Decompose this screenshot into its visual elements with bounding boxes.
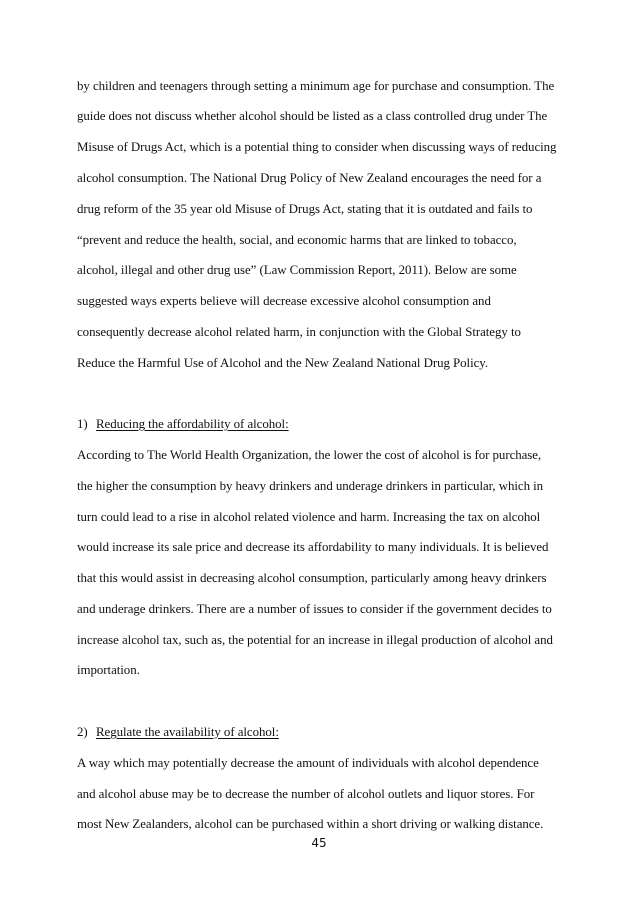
body-text-line: the higher the consumption by heavy drinkers and underage drinkers in particular, which in xyxy=(77,479,544,493)
body-text-line: A way which may potentially decrease the amount of individuals with alcohol dependence xyxy=(77,756,539,770)
body-text-line: and alcohol abuse may be to decrease the number of alcohol outlets and liquor stores. For xyxy=(77,787,535,801)
body-text-line: by children and teenagers through setting a minimum age for purchase and consumption. The xyxy=(77,79,555,93)
body-text-line: According to The World Health Organization, the lower the cost of alcohol is for purchase, xyxy=(77,448,542,462)
body-text-line: consequently decrease alcohol related harm, in conjunction with the Global Strategy to xyxy=(77,325,521,339)
body-text-line: and underage drinkers. There are a number of issues to consider if the government decides to xyxy=(77,602,552,616)
body-text-line: alcohol, illegal and other drug use” (Law Commission Report, 2011). Below are some xyxy=(77,263,517,277)
body-text-line: would increase its sale price and decrease its affordability to many individuals. It is believed xyxy=(77,540,549,554)
body-text-line: guide does not discuss whether alcohol should be listed as a class controlled drug under The xyxy=(77,109,548,123)
body-text-line: that this would assist in decreasing alcohol consumption, particularly among heavy drinkers xyxy=(77,571,547,585)
body-text-line: alcohol consumption. The National Drug Policy of New Zealand encourages the need for a xyxy=(77,171,542,185)
body-text-line: “prevent and reduce the health, social, and economic harms that are linked to tobacco, xyxy=(77,233,517,247)
page-number: 45 xyxy=(311,836,327,850)
section-number: 2) xyxy=(77,725,88,739)
section-title: Reducing the affordability of alcohol: xyxy=(96,417,289,431)
section-heading-availability xyxy=(77,724,279,740)
body-text-line: turn could lead to a rise in alcohol related violence and harm. Increasing the tax on alcohol xyxy=(77,510,541,524)
body-text-line: drug reform of the 35 year old Misuse of Drugs Act, stating that it is outdated and fails to xyxy=(77,202,533,216)
body-text-line: increase alcohol tax, such as, the potential for an increase in illegal production of alcohol and xyxy=(77,633,553,647)
body-text-line: most New Zealanders, alcohol can be purchased within a short driving or walking distance. xyxy=(77,817,544,831)
section-heading-affordability xyxy=(77,416,289,432)
body-text-line: Reduce the Harmful Use of Alcohol and the New Zealand National Drug Policy. xyxy=(77,356,489,370)
section-title: Regulate the availability of alcohol: xyxy=(96,725,279,739)
body-text-line: importation. xyxy=(77,663,140,677)
body-text-line: Misuse of Drugs Act, which is a potential thing to consider when discussing ways of reducing xyxy=(77,140,557,154)
section-number: 1) xyxy=(77,417,88,431)
body-text-line: suggested ways experts believe will decrease excessive alcohol consumption and xyxy=(77,294,491,308)
